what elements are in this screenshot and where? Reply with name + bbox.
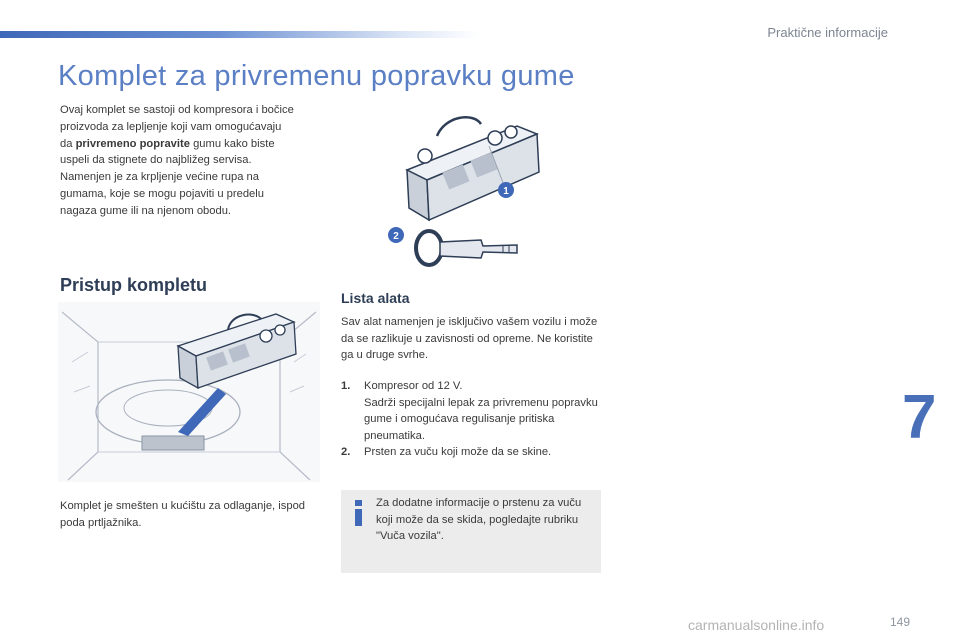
kit-illustration bbox=[385, 108, 565, 273]
list-item bbox=[341, 378, 603, 444]
list-item-detail: Sadrži specijalni lepak za privremenu popravku gume i omogućava regulisanje pritiska pneumatika. bbox=[364, 396, 598, 442]
list-item-text: Kompresor od 12 V. bbox=[364, 380, 463, 392]
info-box bbox=[341, 490, 601, 573]
intro-line: Ovaj komplet se sastoji od kompresora i bočice bbox=[60, 104, 294, 116]
header-gradient-bar bbox=[0, 31, 480, 38]
list-item bbox=[341, 444, 603, 461]
intro-bold: privremeno popravite bbox=[75, 137, 190, 150]
intro-paragraph bbox=[60, 102, 330, 220]
tools-heading: Lista alata bbox=[341, 290, 410, 306]
tools-list bbox=[341, 378, 603, 461]
tools-paragraph: Sav alat namenjen je isključivo vašem vozilu i može da se razlikuje u zavisnosti od opreme. Ne koristite ga u druge svrhe. bbox=[341, 316, 598, 362]
chapter-number: 7 bbox=[902, 383, 937, 452]
trunk-illustration bbox=[58, 302, 320, 482]
callout-1: 1 bbox=[503, 186, 509, 197]
intro-line: gumu kako biste bbox=[189, 137, 275, 150]
intro-line: uspeli da stignete do najbližeg servisa. bbox=[60, 154, 252, 167]
list-item-number: 1. bbox=[341, 380, 351, 392]
info-text: Za dodatne informacije o prstenu za vuču koji može da se skida, pogledajte rubriku "Vuča vozila". bbox=[376, 497, 582, 543]
info-icon bbox=[351, 500, 366, 526]
intro-line: nagaza gume ili na njenom obodu. bbox=[60, 204, 232, 217]
section-title: Praktične informacije bbox=[767, 25, 888, 40]
intro-line: proizvoda za lepljenje koji vam omogućavaju bbox=[60, 120, 282, 133]
location-paragraph: Komplet je smešten u kućištu za odlaganje, ispod poda prtljažnika. bbox=[60, 500, 306, 529]
watermark: carmanualsonline.info bbox=[688, 617, 825, 633]
intro-line: gumama, koje se mogu pojaviti u predelu bbox=[60, 187, 264, 200]
access-heading: Pristup kompletu bbox=[60, 275, 208, 295]
intro-line: da bbox=[60, 137, 76, 150]
intro-line: Namenjen je za krpljenje većine rupa na bbox=[60, 171, 260, 184]
page-number: 149 bbox=[889, 615, 910, 629]
list-item-text: Prsten za vuču koji može da se skine. bbox=[364, 446, 552, 459]
page-title: Komplet za privremenu popravku gume bbox=[58, 60, 575, 92]
callout-2: 2 bbox=[393, 231, 399, 242]
list-item-number: 2. bbox=[341, 446, 351, 459]
